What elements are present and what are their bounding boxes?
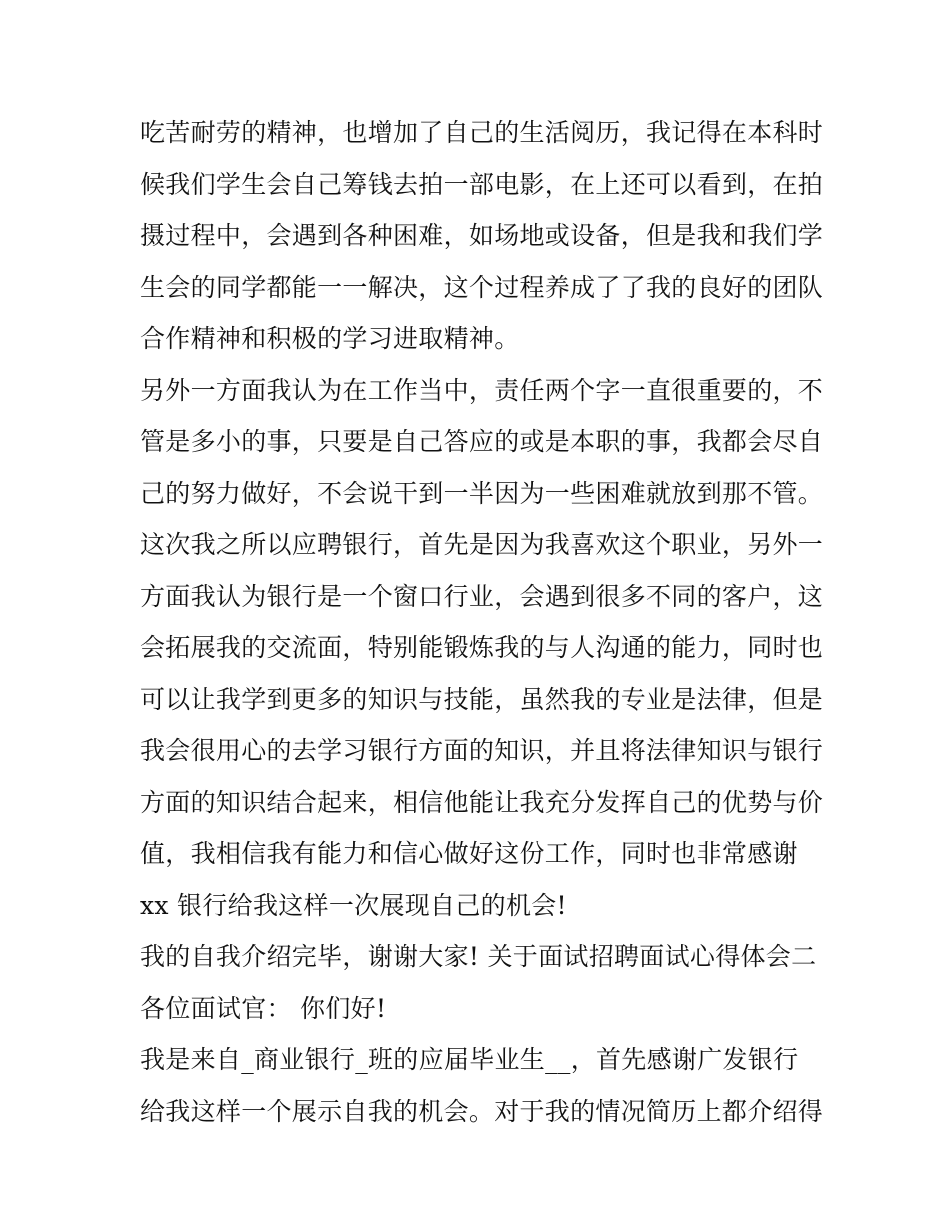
text-line: 可以让我学到更多的知识与技能，虽然我的专业是法律，但是 bbox=[140, 684, 824, 714]
text-line: 生会的同学都能一一解决，这个过程养成了了我的良好的团队 bbox=[140, 272, 824, 302]
document-body bbox=[140, 107, 824, 1137]
text-line: 合作精神和积极的学习进取精神。 bbox=[140, 324, 520, 353]
text-line: 吃苦耐劳的精神，也增加了自己的生活阅历，我记得在本科时 bbox=[140, 118, 824, 147]
text-line: 我是来自_商业银行_班的应届毕业生__，首先感谢广发银行 bbox=[140, 1045, 799, 1074]
text-line: 值，我相信我有能力和信心做好这份工作，同时也非常感谢 bbox=[140, 839, 798, 868]
text-line: 方面我认为银行是一个窗口行业，会遇到很多不同的客户，这 bbox=[140, 581, 824, 611]
text-line: 管是多小的事，只要是自己答应的或是本职的事，我都会尽自 bbox=[140, 427, 824, 456]
text-line: xx 银行给我这样一次展现自己的机会! bbox=[140, 890, 567, 920]
text-line: 己的努力做好，不会说干到一半因为一些困难就放到那不管。 bbox=[140, 478, 824, 508]
text-line: 候我们学生会自己筹钱去拍一部电影，在上还可以看到，在拍 bbox=[140, 169, 824, 199]
text-line: 摄过程中，会遇到各种困难，如场地或设备，但是我和我们学 bbox=[140, 221, 824, 250]
text-line: 会拓展我的交流面，特别能锻炼我的与人沟通的能力，同时也 bbox=[140, 633, 824, 662]
text-line: 我会很用心的去学习银行方面的知识，并且将法律知识与银行 bbox=[140, 736, 824, 765]
text-line: 方面的知识结合起来，相信他能让我充分发挥自己的优势与价 bbox=[140, 787, 824, 817]
text-line: 我的自我介绍完毕，谢谢大家! 关于面试招聘面试心得体会二 bbox=[140, 942, 817, 971]
text-line: 另外一方面我认为在工作当中，责任两个字一直很重要的，不 bbox=[140, 375, 824, 405]
text-line: 这次我之所以应聘银行，首先是因为我喜欢这个职业，另外一 bbox=[140, 530, 824, 559]
text-line: 各位面试官： 你们好! bbox=[140, 993, 387, 1023]
text-line: 给我这样一个展示自我的机会。对于我的情况简历上都介绍得 bbox=[140, 1096, 824, 1126]
